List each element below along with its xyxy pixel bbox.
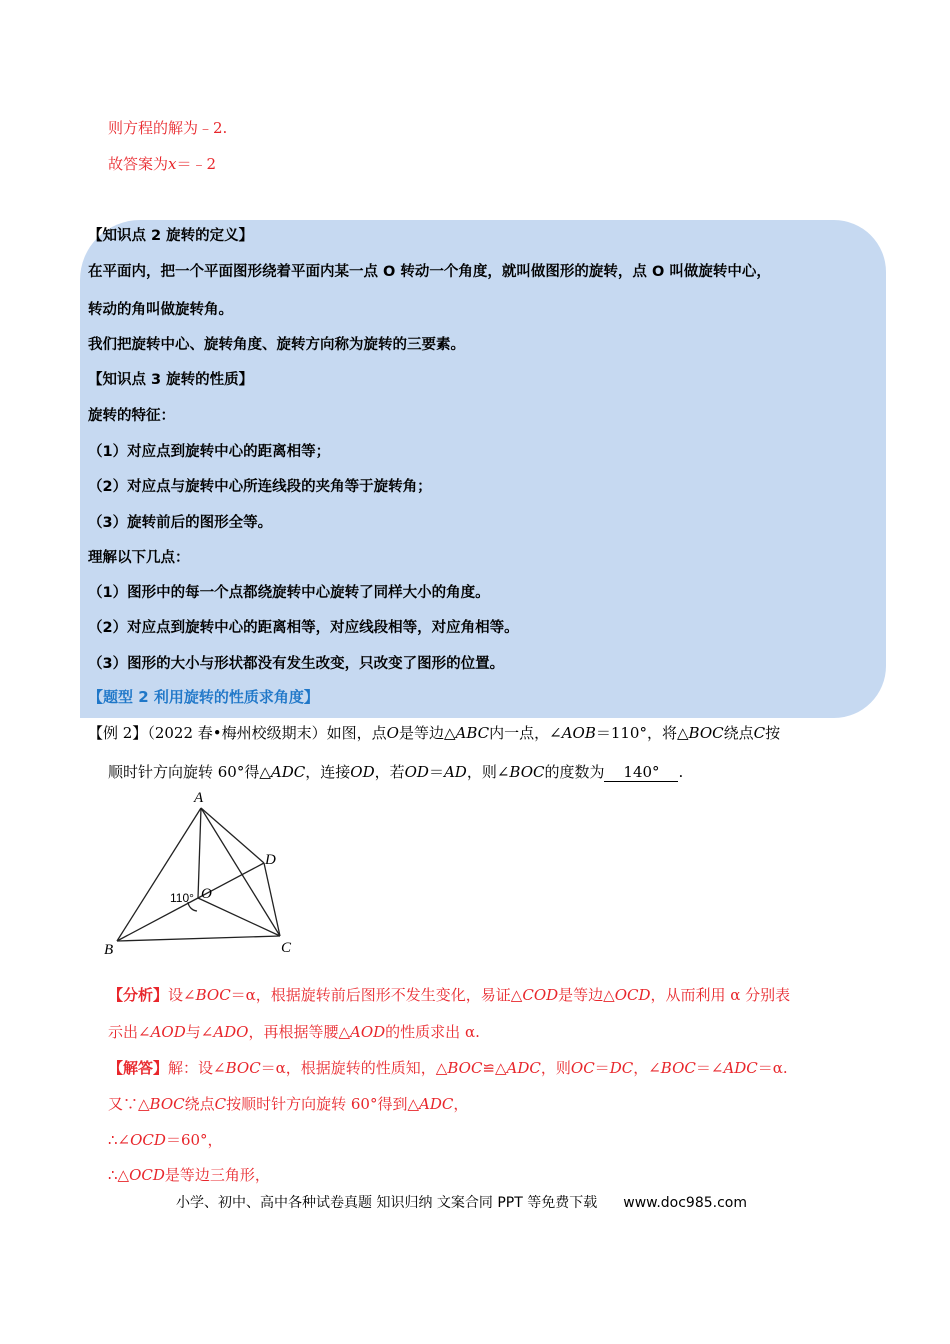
- solution-line-1: 【解答】解：设∠BOC＝α，根据旋转的性质知，△BOC≌△ADC，则OC＝DC，∠BOC＝∠ADC＝α.: [108, 1059, 788, 1077]
- prev-answer-line-2: 故答案为x＝﹣2: [108, 155, 217, 173]
- type-heading: 【题型 2 利用旋转的性质求角度】: [88, 688, 319, 706]
- kp2-line-3: 我们把旋转中心、旋转角度、旋转方向称为旋转的三要素。: [88, 337, 465, 353]
- segment-AB: [117, 808, 201, 941]
- feature-item-2: （2）对应点与旋转中心所连线段的夹角等于旋转角；: [88, 479, 432, 495]
- analysis-line-2: 示出∠AOD与∠ADO，再根据等腰△AOD的性质求出 α.: [108, 1023, 480, 1041]
- page-footer: [176, 1192, 747, 1212]
- answer-blank: 140°: [604, 763, 678, 782]
- segment-AC: [201, 808, 280, 936]
- features-title: 旋转的特征：: [88, 408, 175, 424]
- footer-link[interactable]: www.doc985.com: [623, 1195, 747, 1211]
- feature-item-3: （3）旋转前后的图形全等。: [88, 515, 273, 531]
- segment-AO: [198, 808, 201, 898]
- example-line-1: 【例 2】（2022 春•梅州校级期末）如图，点O是等边△ABC内一点，∠AOB＝110°，将△BOC绕点C按: [88, 724, 781, 742]
- footer-text: 小学、初中、高中各种试卷真题 知识归纳 文案合同 PPT 等免费下载: [176, 1195, 598, 1211]
- label-B: B: [104, 942, 114, 958]
- label-C: C: [281, 940, 292, 956]
- label-O: O: [201, 886, 212, 902]
- label-angle: 110°: [170, 891, 194, 905]
- analysis-line-1: 【分析】设∠BOC＝α，根据旋转前后图形不发生变化，易证△COD是等边△OCD，从而利用 α 分别表: [108, 986, 791, 1004]
- kp3-title: 【知识点 3 旋转的性质】: [88, 372, 254, 388]
- kp2-line-1: 在平面内，把一个平面图形绕着平面内某一点 O 转动一个角度，就叫做图形的旋转，点 O 叫做旋转中心，: [88, 264, 771, 280]
- solution-line-4: ∴△OCD是等边三角形，: [108, 1166, 270, 1184]
- knowledge-box: [80, 220, 886, 718]
- kp2-title: 【知识点 2 旋转的定义】: [88, 228, 254, 244]
- kp2-line-2: 转动的角叫做旋转角。: [88, 302, 233, 318]
- solution-line-3: ∴∠OCD＝60°，: [108, 1131, 223, 1149]
- example-line-2: 顺时针方向旋转 60°得△ADC，连接OD，若OD＝AD，则∠BOC的度数为 140° .: [108, 763, 684, 781]
- prev-answer-line-1: 则方程的解为﹣2.: [108, 119, 228, 137]
- understand-item-3: （3）图形的大小与形状都没有发生改变，只改变了图形的位置。: [88, 656, 505, 672]
- segment-AD: [201, 808, 264, 863]
- segment-CD: [264, 863, 280, 936]
- understand-item-2: （2）对应点到旋转中心的距离相等，对应线段相等，对应角相等。: [88, 620, 519, 636]
- label-D: D: [265, 852, 276, 868]
- understand-title: 理解以下几点：: [88, 550, 190, 566]
- segment-BC: [117, 936, 280, 941]
- solution-line-2: 又∵△BOC绕点C按顺时针方向旋转 60°得到△ADC，: [108, 1095, 469, 1113]
- understand-item-1: （1）图形中的每一个点都绕旋转中心旋转了同样大小的角度。: [88, 585, 490, 601]
- geometry-figure: [100, 784, 300, 960]
- label-A: A: [194, 790, 204, 806]
- feature-item-1: （1）对应点到旋转中心的距离相等；: [88, 444, 331, 460]
